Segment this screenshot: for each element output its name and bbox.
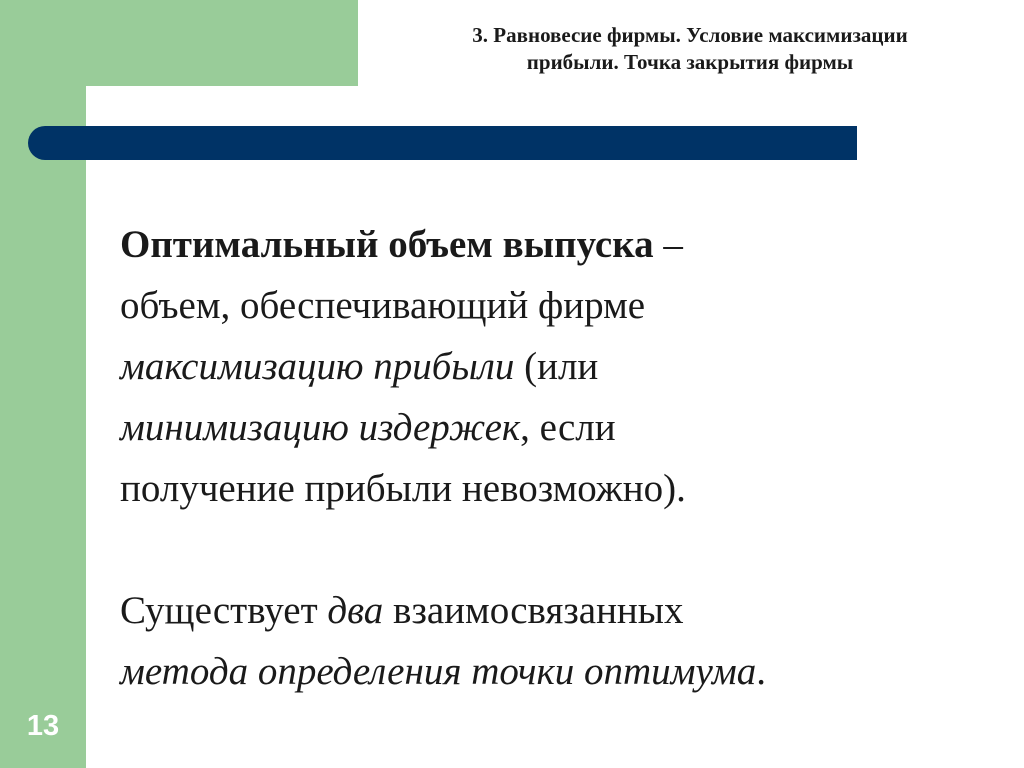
- slide-number: 13: [26, 710, 60, 742]
- definition-text-4: получение прибыли невозможно).: [120, 467, 686, 510]
- methods-text-2: взаимосвязанных: [383, 589, 684, 632]
- methods-italic-2: метода определения точки оптимума: [120, 650, 757, 693]
- slide-title-line-1: 3. Равновесие фирмы. Условие максимизации: [472, 23, 908, 47]
- definition-text-1: объем, обеспечивающий фирме: [120, 284, 646, 327]
- definition-paragraph: [120, 214, 980, 519]
- definition-text-3: , если: [520, 406, 616, 449]
- slide-title-line-2: прибыли. Точка закрытия фирмы: [526, 50, 854, 74]
- defined-term: Оптимальный объем выпуска: [120, 223, 654, 266]
- green-side-panel: [0, 0, 86, 768]
- methods-text-1: Существует: [120, 589, 328, 632]
- methods-text-3: .: [756, 650, 766, 693]
- methods-italic-1: два: [327, 589, 384, 632]
- methods-paragraph: [120, 580, 980, 702]
- green-top-panel: [0, 0, 358, 86]
- definition-text-2: (или: [514, 345, 599, 388]
- slide-title: [390, 22, 990, 76]
- blue-divider-bar: [28, 126, 857, 160]
- definition-italic-1: максимизацию прибыли: [120, 345, 515, 388]
- definition-dash: –: [653, 223, 683, 266]
- slide-body: [120, 214, 980, 702]
- definition-italic-2: минимизацию издержек: [120, 406, 521, 449]
